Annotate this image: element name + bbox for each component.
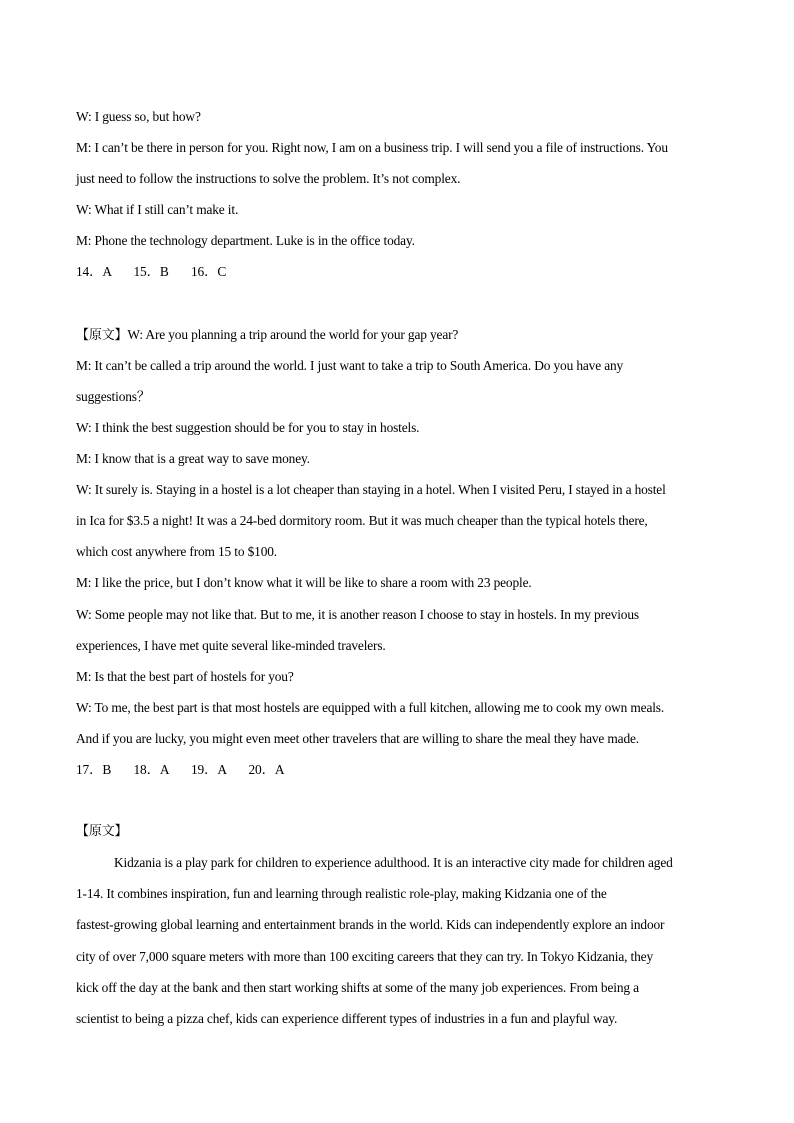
- dialogue-line: W: It surely is. Staying in a hostel is a lot cheaper than staying in a hotel. When I visited Peru, I stayed in a hostel: [76, 482, 666, 498]
- answer-key: 14．A 15．B 16．C: [76, 264, 227, 280]
- passage-line: Kidzania is a play park for children to experience adulthood. It is an interactive city made for children aged: [114, 855, 673, 871]
- dialogue-text: W: Are you planning a trip around the world for your gap year?: [127, 326, 459, 342]
- dialogue-line: just need to follow the instructions to solve the problem. It’s not complex.: [76, 171, 461, 187]
- dialogue-line: suggestions？: [76, 388, 151, 404]
- spacer: [76, 288, 721, 319]
- dialogue-line: And if you are lucky, you might even meet other travelers that are willing to share the meal they have made.: [76, 730, 639, 746]
- passage-line: fastest-growing global learning and entertainment brands in the world. Kids can independently explore an indoor: [76, 917, 665, 933]
- dialogue-line: in Ica for $3.5 a night! It was a 24-bed dormitory room. But it was much cheaper than the typical hotels there,: [76, 513, 648, 529]
- dialogue-line: M: I can’t be there in person for you. Right now, I am on a business trip. I will send you a file of instructions. You: [76, 140, 668, 156]
- dialogue-line: M: I know that is a great way to save money.: [76, 451, 310, 467]
- dialogue-line: [76, 319, 721, 350]
- dialogue-line: M: I like the price, but I don’t know what it will be like to share a room with 23 people.: [76, 575, 532, 591]
- transcript-label: 【原文】: [76, 327, 128, 343]
- dialogue-line: which cost anywhere from 15 to $100.: [76, 544, 277, 560]
- answer-key: 17．B 18．A 19．A 20．A: [76, 761, 285, 777]
- dialogue-line: W: What if I still can’t make it.: [76, 202, 239, 218]
- passage-line: 1-14. It combines inspiration, fun and learning through realistic role-play, making Kidzania one of the: [76, 886, 607, 902]
- passage-line: kick off the day at the bank and then start working shifts at some of the many job experiences. From being a: [76, 979, 639, 995]
- dialogue-line: W: I think the best suggestion should be for you to stay in hostels.: [76, 419, 420, 435]
- dialogue-line: experiences, I have met quite several like-minded travelers.: [76, 637, 386, 653]
- transcript-label: 【原文】: [76, 824, 128, 840]
- dialogue-line: W: I guess so, but how?: [76, 109, 201, 124]
- spacer: [76, 785, 721, 816]
- document-page: [76, 101, 721, 1034]
- passage-line: city of over 7,000 square meters with more than 100 exciting careers that they can try. In Tokyo Kidzania, they: [76, 948, 653, 964]
- dialogue-line: M: Is that the best part of hostels for you?: [76, 668, 294, 684]
- dialogue-line: M: Phone the technology department. Luke is in the office today.: [76, 233, 415, 249]
- dialogue-line: W: Some people may not like that. But to me, it is another reason I choose to stay in hostels. In my previous: [76, 606, 639, 622]
- dialogue-line: W: To me, the best part is that most hostels are equipped with a full kitchen, allowing me to cook my own meals.: [76, 699, 665, 715]
- passage-line: scientist to being a pizza chef, kids can experience different types of industries in a fun and playful way.: [76, 1010, 618, 1026]
- dialogue-line: M: It can’t be called a trip around the world. I just want to take a trip to South America. Do you have any: [76, 357, 624, 373]
